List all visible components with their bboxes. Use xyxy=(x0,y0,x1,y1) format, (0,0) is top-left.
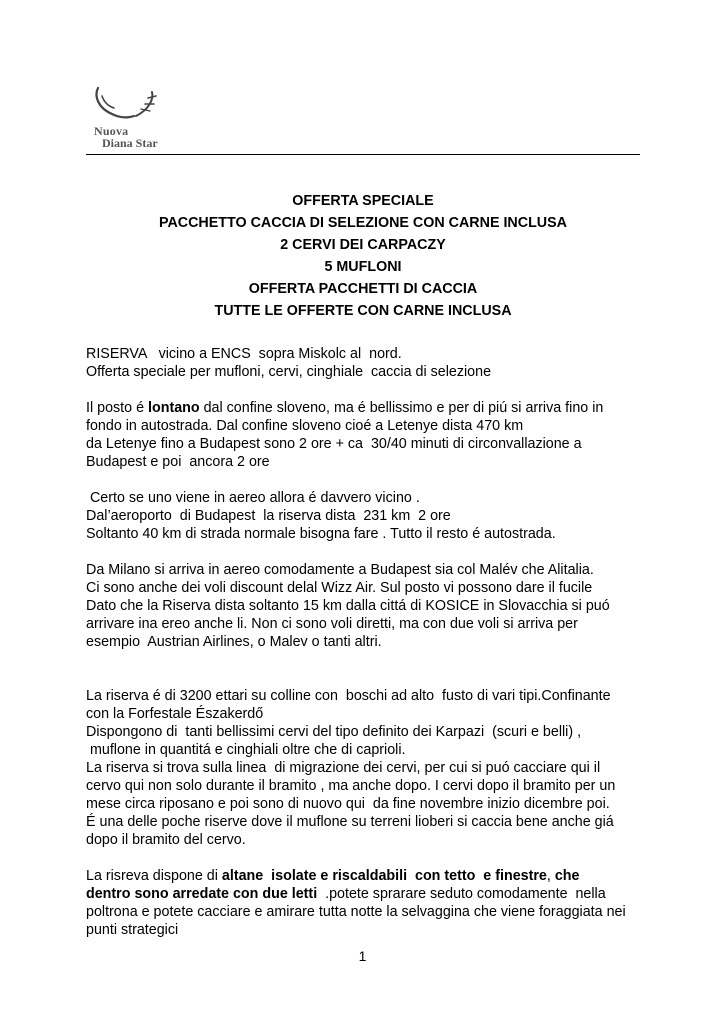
page-number: 1 xyxy=(358,948,367,964)
text-run: .potete sprarare seduto comodamente nella xyxy=(317,886,606,902)
text-run: , xyxy=(546,868,555,884)
text-line: La riserva é di 3200 ettari su colline con boschi ad alto fusto di vari tipi.Confinante xyxy=(86,688,611,704)
text-line: muflone in quantitá e cinghiali oltre che di caprioli. xyxy=(86,742,406,758)
paragraph-hunting-stands xyxy=(86,867,646,939)
text-line: mese circa riposano e poi sono di nuovo qui da fine novembre inizio dicembre poi. xyxy=(86,796,610,812)
heading-line: PACCHETTO CACCIA DI SELEZIONE CON CARNE INCLUSA xyxy=(158,215,567,231)
text-line xyxy=(86,885,646,903)
bold-text-run: altane isolate e riscaldabili con tetto e finestre xyxy=(221,868,547,884)
heading-line: TUTTE LE OFFERTE CON CARNE INCLUSA xyxy=(214,303,512,319)
bold-text-run: lontano xyxy=(148,400,200,416)
text-line: poltrona e potete cacciare e amirare tutta notte la selvaggina che viene foraggiata nei xyxy=(86,904,626,920)
text-line: Da Milano si arriva in aereo comodamente a Budapest sia col Malév che Alitalia. xyxy=(86,562,594,578)
paragraph-distance xyxy=(86,399,646,471)
text-line: Dato che la Riserva dista soltanto 15 km dalla cittá di KOSICE in Slovacchia si puó xyxy=(86,598,610,614)
text-line: É una delle poche riserve dove il muflone su terreni lioberi si caccia bene anche giá xyxy=(86,814,614,830)
bold-text-run: dentro sono arredate con due letti xyxy=(86,886,318,902)
paragraph-reserve-location xyxy=(86,345,646,381)
text-line: cervo qui non solo durante il bramito , ma anche dopo. I cervi dopo il bramito per un xyxy=(86,778,616,794)
text-line: Dal’aeroporto di Budapest la riserva dista 231 km 2 ore xyxy=(86,508,451,524)
bold-text-run: che xyxy=(554,868,580,884)
company-logo xyxy=(86,86,176,152)
antler-logo-icon xyxy=(90,86,162,126)
text-line: da Letenye fino a Budapest sono 2 ore + ca 30/40 minuti di circonvallazione a xyxy=(86,436,582,452)
text-run: dal confine sloveno, ma é bellissimo e per di piú si arriva fino in xyxy=(199,400,604,416)
logo-text-line2: Diana Star xyxy=(102,136,158,150)
text-run: Il posto é xyxy=(86,400,148,416)
heading-line: OFFERTA PACCHETTI DI CACCIA xyxy=(248,281,478,297)
document-heading xyxy=(86,190,640,322)
text-run: La risreva dispone di xyxy=(86,868,222,884)
text-line: La riserva si trova sulla linea di migrazione dei cervi, per cui si puó cacciare qui il xyxy=(86,760,601,776)
text-line: RISERVA vicino a ENCS sopra Miskolc al nord. xyxy=(86,346,402,362)
text-line: punti strategici xyxy=(86,922,179,938)
text-line: arrivare ina ereo anche li. Non ci sono voli diretti, ma con due voli si arriva per xyxy=(86,616,578,632)
document-body xyxy=(86,345,646,939)
paragraph-flights xyxy=(86,561,646,651)
header-divider xyxy=(86,154,640,155)
text-line: con la Forfestale Északerdő xyxy=(86,706,264,722)
text-line: Offerta speciale per mufloni, cervi, cinghiale caccia di selezione xyxy=(86,364,492,380)
paragraph-reserve-details xyxy=(86,687,646,849)
text-line xyxy=(86,399,646,417)
text-line: Soltanto 40 km di strada normale bisogna fare . Tutto il resto é autostrada. xyxy=(86,526,556,542)
heading-line: OFFERTA SPECIALE xyxy=(292,193,434,209)
text-line: Budapest e poi ancora 2 ore xyxy=(86,454,270,470)
text-line: fondo in autostrada. Dal confine sloveno cioé a Letenye dista 470 km xyxy=(86,418,524,434)
paragraph-airport xyxy=(86,489,646,543)
text-line: esempio Austrian Airlines, o Malev o tanti altri. xyxy=(86,634,382,650)
logo-text-line1: Nuova xyxy=(94,124,129,138)
heading-line: 5 MUFLONI xyxy=(324,259,402,275)
text-line: dopo il bramito del cervo. xyxy=(86,832,246,848)
text-line: Certo se uno viene in aereo allora é davvero vicino . xyxy=(86,490,420,506)
text-line: Ci sono anche dei voli discount delal Wizz Air. Sul posto vi possono dare il fucile xyxy=(86,580,593,596)
heading-line: 2 CERVI DEI CARPACZY xyxy=(280,237,446,253)
text-line xyxy=(86,867,646,885)
text-line: Dispongono di tanti bellissimi cervi del tipo definito dei Karpazi (scuri e belli) , xyxy=(86,724,582,740)
